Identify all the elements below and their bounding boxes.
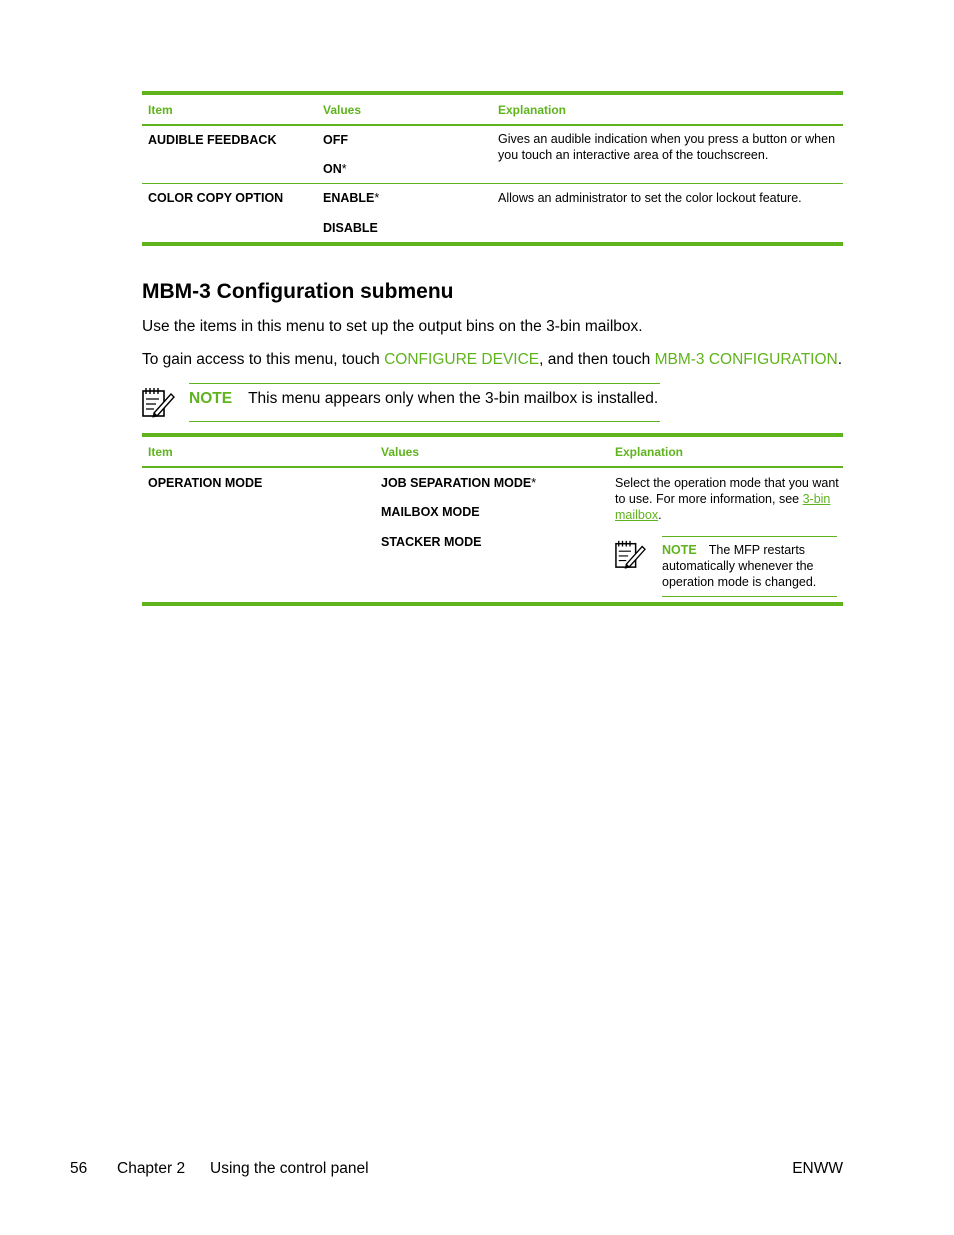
table1-row2-item: COLOR COPY OPTION [148,191,284,205]
inner-note-line1: The MFP restarts [708,543,806,557]
note-top-rule [189,383,660,384]
footer-enww: ENWW [792,1160,843,1177]
table1-row1-explanation: Gives an audible indication when you press a button or when you touch an interactive area of the touchscreen. [498,132,836,162]
table2-header-item: Item [148,445,173,459]
inner-note-line3: operation mode is changed. [662,575,817,589]
table2-row-value2: MAILBOX MODE [381,505,480,519]
three-bin-mailbox-link[interactable]: 3-bin [802,492,831,506]
table1-row1-value1: OFF [323,133,348,147]
access-prefix: To gain access to this menu, touch [142,351,385,368]
table1-bottom-rule [142,242,843,246]
access-middle: , and then touch [539,351,655,368]
configure-device-link[interactable]: CONFIGURE DEVICE [384,351,540,368]
note-label: NOTE [189,390,233,407]
inner-note [662,542,840,590]
section-heading: MBM-3 Configuration submenu [142,280,454,303]
section-intro: Use the items in this menu to set up the output bins on the 3-bin mailbox. [142,318,643,335]
table1-header-item: Item [148,103,173,117]
table2-header-values: Values [381,445,420,459]
inner-note-label: NOTE [662,543,697,557]
note [189,390,658,408]
table1-header-rule [142,124,843,126]
table1-row2-value1: ENABLE* [323,191,380,205]
table2-header-rule [142,466,843,468]
table2-row-value1: JOB SEPARATION MODE* [381,476,537,490]
section-access-paragraph [142,351,842,369]
table1-row2-value2: DISABLE [323,221,378,235]
table2-row-item: OPERATION MODE [148,476,263,490]
table2-header-explanation: Explanation [615,445,684,459]
access-suffix: . [837,351,843,368]
mbm3-configuration-link[interactable]: MBM-3 CONFIGURATION [654,351,838,368]
page-number: 56 [70,1160,88,1177]
table1-top-rule [142,91,843,95]
note-bottom-rule [189,421,660,422]
footer-chapter: Chapter 2 [117,1160,186,1177]
table1-header-explanation: Explanation [498,103,567,117]
note-icon [141,386,175,418]
three-bin-mailbox-link-cont[interactable]: mailbox [615,508,659,522]
inner-note-bottom-rule [662,596,837,597]
table1-row1-value2: ON* [323,162,347,176]
table2-row-explanation [615,475,843,523]
inner-note-icon [614,539,646,569]
explanation-line3: mailbox. [615,508,662,522]
table1-header-values: Values [323,103,362,117]
inner-note-top-rule [662,536,837,537]
explanation-line1: Select the operation mode that you want [615,476,839,490]
table2-top-rule [142,433,843,437]
note-text: This menu appears only when the 3-bin mailbox is installed. [248,390,659,407]
table1-row2-explanation: Allows an administrator to set the color lockout feature. [498,191,802,205]
table1-row-divider [142,183,843,184]
table2-row-value3: STACKER MODE [381,535,482,549]
table2-bottom-rule [142,602,843,606]
table1-row1-item: AUDIBLE FEEDBACK [148,133,277,147]
inner-note-line2: automatically whenever the [662,559,814,573]
explanation-line2: to use. For more information, see 3-bin [615,492,831,506]
footer-chapter-title: Using the control panel [210,1160,369,1177]
